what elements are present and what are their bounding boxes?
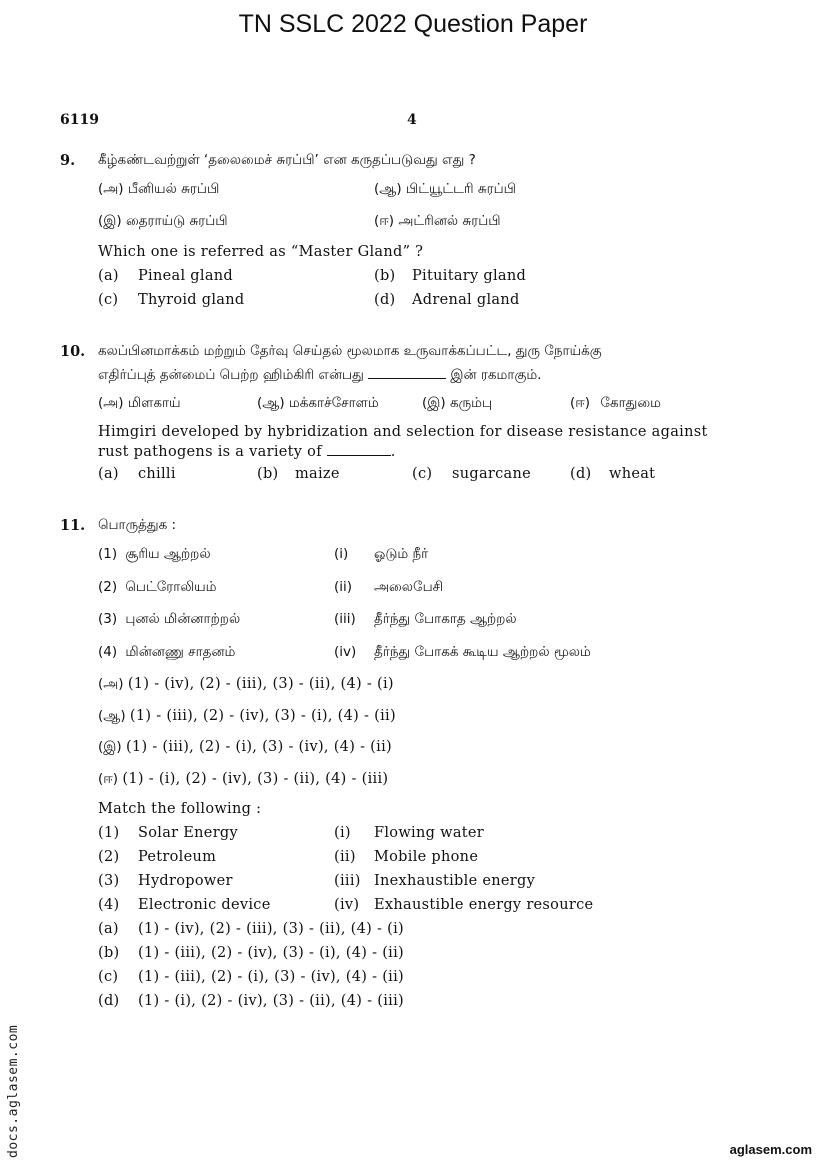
answer-blank [327,443,391,456]
option-tamil: (ஆ) பிட்யூட்டரி சுரப்பி [374,181,516,197]
option-tamil: (அ) (1) - (iv), (2) - (iii), (3) - (ii), (4) - (i) [98,676,394,692]
option-tamil: (ஆ) (1) - (iii), (2) - (iv), (3) - (i), (4) - (ii) [98,708,396,724]
paper-code: 6119 [60,112,99,128]
match-pair-tamil: (3) புனல் மின்னாற்றல் [98,611,241,627]
question-number: 9. [60,152,76,169]
option-tamil: (அ) பீனியல் சுரப்பி [98,181,220,197]
option-tamil: (அ) மிளகாய் [98,395,181,411]
site-link[interactable]: aglasem.com [729,1142,812,1157]
option-tamil: (இ) (1) - (iii), (2) - (i), (3) - (iv), (4) - (ii) [98,739,392,755]
question-text-english: Which one is referred as “Master Gland” ? [98,244,424,260]
question-11: 11. பொருத்துக : (1) சூரிய ஆற்றல் (i) ஓடும் நீர் (2) பெட்ரோலியம் (ii) அலைபேசி (3) புனல் மின்னாற்றல் (iii) தீர்ந்து போகாத ஆற்றல் (4) மின்னணு சாதனம் (iv) தீர்ந்து போகக் கூடிய ஆற்றல் மூலம் (அ) (1) - (iv), (2) - (iii), (3) - (ii), (4) - (i) (ஆ) (1) - (iii), (2) - (iv), (3) - (i), (4) - (ii) (இ) (1) - (iii), (2) - (i), (3) - (iv), (4) - (ii) (ஈ) (1) - (i), (2) - (iv), (3) - (ii), (4) - (iii) Match the following : (1) Solar Energy (i) Flowing water (2) Petroleum (ii) Mobile phone (3) Hydropower (iii) Inexhaustible energy (4) Electronic device (iv) Exhaustible energy resource (a) (1) - (iv), (2) - (iii), (3) - (ii), (4) - (i) (b) (1) - (iii), (2) - (iv), (3) - (i), (4) - (ii) (c) (1) - (iii), (2) - (i), (3) - (iv), (4) - (ii) (d) (1) - (i), (2) - (iv), (3) - (ii), (4) - (iii) [60,517,594,1009]
question-text-english: rust pathogens is a variety of . [98,444,396,460]
match-pair-tamil: (2) பெட்ரோலியம் [98,579,217,595]
option-tamil: (இ) கரும்பு [422,395,493,411]
option-tamil: (ஆ) மக்காச்சோளம் [257,395,379,411]
option-tamil: (ஈ) கோதுமை [570,395,661,411]
option-tamil: (ஈ) அட்ரினல் சுரப்பி [374,213,501,229]
match-heading-english: Match the following : [98,801,262,817]
answer-blank [368,366,446,379]
question-number: 11. [60,517,86,534]
match-pair-tamil: (1) சூரிய ஆற்றல் [98,546,211,562]
side-watermark: docs.aglasem.com [6,1024,21,1158]
page-number: 4 [407,112,417,128]
question-text-tamil: கலப்பினமாக்கம் மற்றும் தேர்வு செய்தல் மூலமாக உருவாக்கப்பட்ட, துரு நோய்க்கு [98,343,602,359]
match-pair-tamil: (4) மின்னணு சாதனம் [98,644,236,660]
document-banner: TN SSLC 2022 Question Paper [238,10,588,38]
option-tamil: (இ) தைராய்டு சுரப்பி [98,213,228,229]
question-number: 10. [60,343,86,360]
question-text-tamil: எதிர்ப்புத் தன்மைப் பெற்ற ஹிம்கிரி என்பது இன் ரகமாகும். [98,367,542,383]
option-tamil: (ஈ) (1) - (i), (2) - (iv), (3) - (ii), (4) - (iii) [98,771,389,787]
question-text-tamil: கீழ்கண்டவற்றுள் ‘தலைமைச் சுரப்பி’ என கருதப்படுவது எது ? [98,152,476,168]
question-text-english: Himgiri developed by hybridization and selection for disease resistance against [98,424,708,440]
question-9: 9. கீழ்கண்டவற்றுள் ‘தலைமைச் சுரப்பி’ என கருதப்படுவது எது ? (அ) பீனியல் சுரப்பி (ஆ) பிட்யூட்டரி சுரப்பி (இ) தைராய்டு சுரப்பி (ஈ) அட்ரினல் சுரப்பி Which one is referred as “Master Gland” ? (a) Pineal gland (b) Pituitary gland (c) Thyroid gland (d) Adrenal gland [60,152,527,308]
question-10: 10. கலப்பினமாக்கம் மற்றும் தேர்வு செய்தல் மூலமாக உருவாக்கப்பட்ட, துரு நோய்க்கு எதிர்ப்புத் தன்மைப் பெற்ற ஹிம்கிரி என்பது இன் ரகமாகும். (அ) மிளகாய் (ஆ) மக்காச்சோளம் (இ) கரும்பு (ஈ) கோதுமை Himgiri developed by hybridization and selection for disease resistance against rust pathogens is a variety of . (a) chilli (b) maize (c) sugarcane (d) wheat [60,343,708,482]
match-heading-tamil: பொருத்துக : [98,517,177,533]
